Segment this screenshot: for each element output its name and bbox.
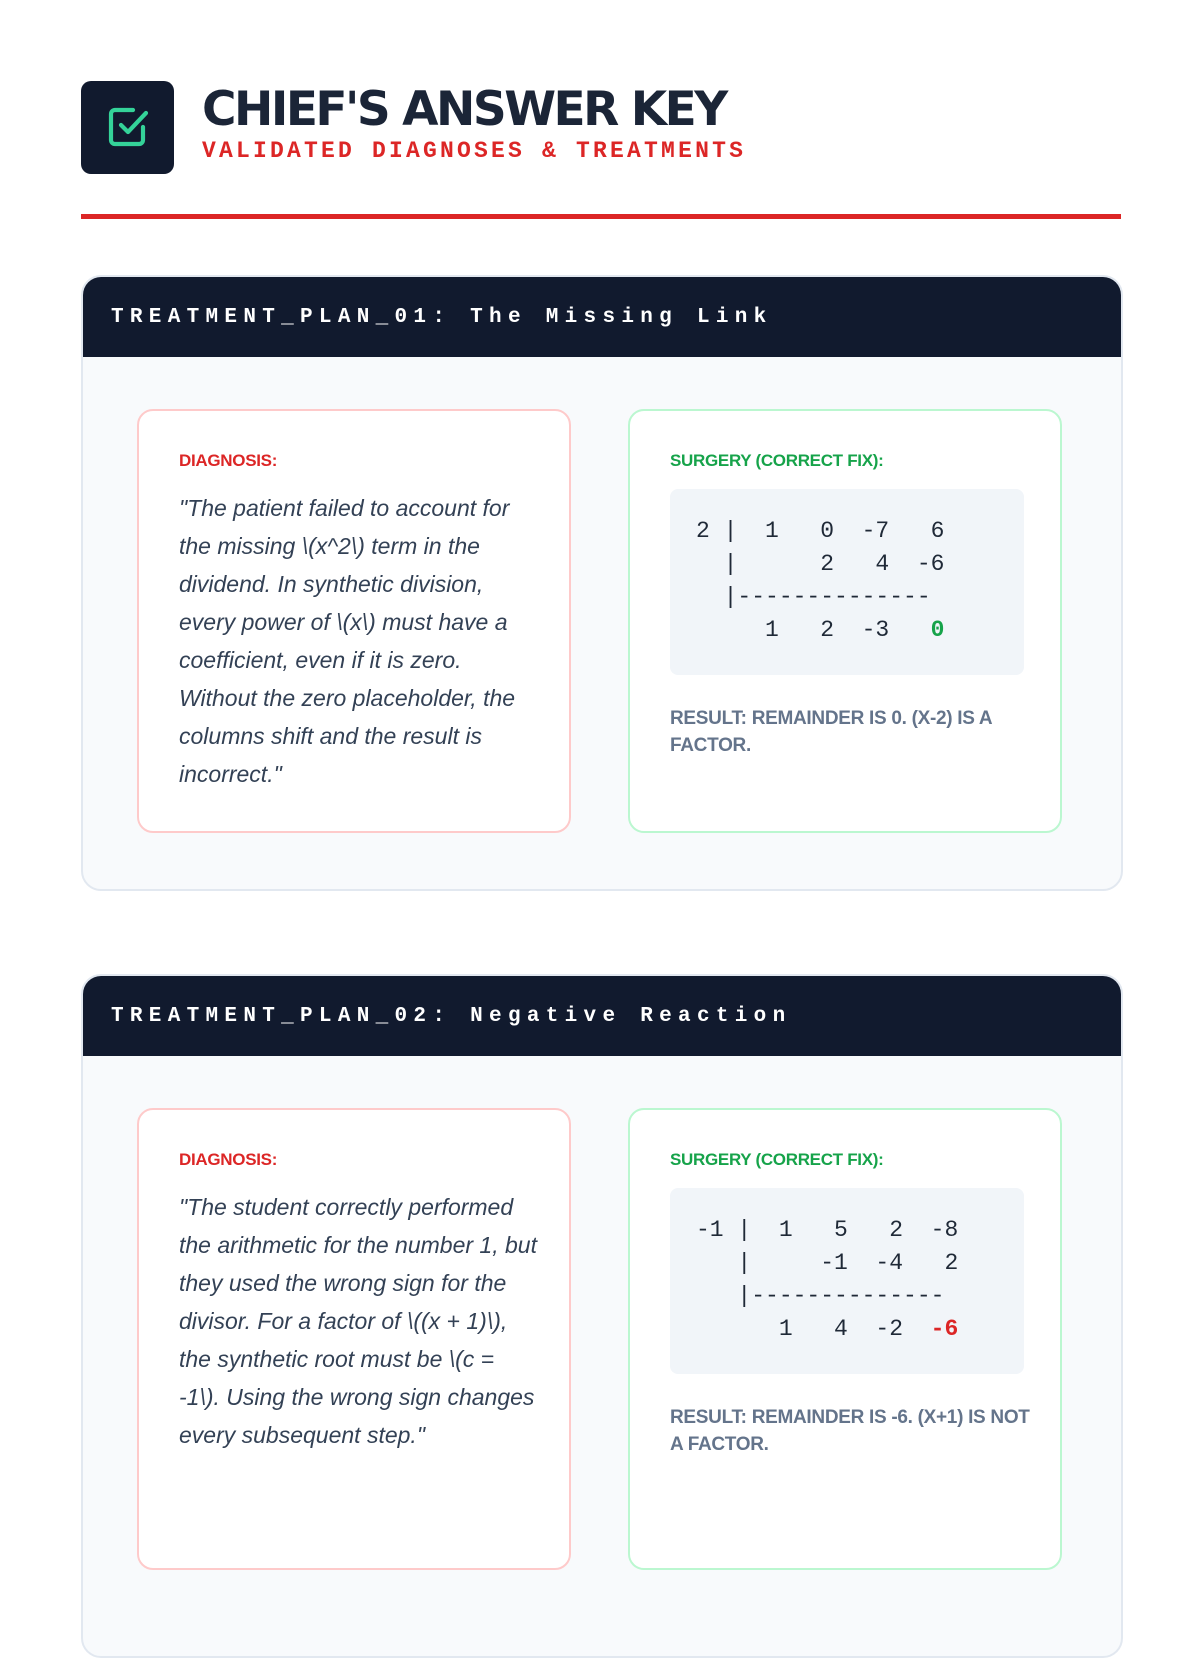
remainder-value: 0 [930,617,945,643]
surgery-card [628,1108,1062,1570]
result-text: RESULT: REMAINDER IS 0. (X-2) IS A FACTOR. [670,708,992,756]
diagnosis-card [137,1108,571,1570]
page-title: CHIEF'S ANSWER KEY [202,82,726,137]
division-rows: 2 | 1 0 -7 6 | 2 4 -6 |-------------- 1 2 -3 [696,518,945,643]
synthetic-division-block [670,1188,1024,1374]
division-rows: -1 | 1 5 2 -8 | -1 -4 2 |-------------- 1 4 -2 [696,1217,959,1342]
plan-header [83,976,1121,1056]
treatment-plan-02 [81,974,1123,1658]
diagnosis-label: DIAGNOSIS: [179,451,278,470]
remainder-value: -6 [930,1316,959,1342]
plan-header [83,277,1121,357]
checkbox-icon [103,102,153,152]
surgery-label: SURGERY (CORRECT FIX): [670,451,884,470]
synthetic-division-block [670,489,1024,675]
page-subtitle: VALIDATED DIAGNOSES & TREATMENTS [202,138,747,164]
answer-key-page [81,80,1121,1455]
result-text: RESULT: REMAINDER IS -6. (X+1) IS NOT A FACTOR. [670,1407,1030,1455]
plan-title: TREATMENT_PLAN_02: Negative Reaction [111,1004,792,1028]
diagnosis-card [137,409,571,833]
diagnosis-text: "The patient failed to account for the missing \(x^2\) term in the dividend. In synthetic division, every power of \(x\) must have a coefficient, even if it is zero. Without the zero placeholder, the columns shift and the result is incorrect." [179,495,516,787]
treatment-plan-01 [81,275,1123,891]
header-text [202,82,747,164]
surgery-card [628,409,1062,833]
plan-title: TREATMENT_PLAN_01: The Missing Link [111,305,773,329]
surgery-label: SURGERY (CORRECT FIX): [670,1150,884,1169]
synthetic-division-code [696,1214,958,1346]
logo-badge [81,81,174,174]
diagnosis-text: "The student correctly performed the arithmetic for the number 1, but they used the wrong sign for the divisor. For a factor of \((x + 1)\), the synthetic root must be \(c = -1\). Using the wrong sign changes every subsequent step." [179,1194,537,1448]
page-header [81,80,1121,174]
header-divider [81,214,1121,219]
synthetic-division-code [696,515,944,647]
diagnosis-label: DIAGNOSIS: [179,1150,278,1169]
